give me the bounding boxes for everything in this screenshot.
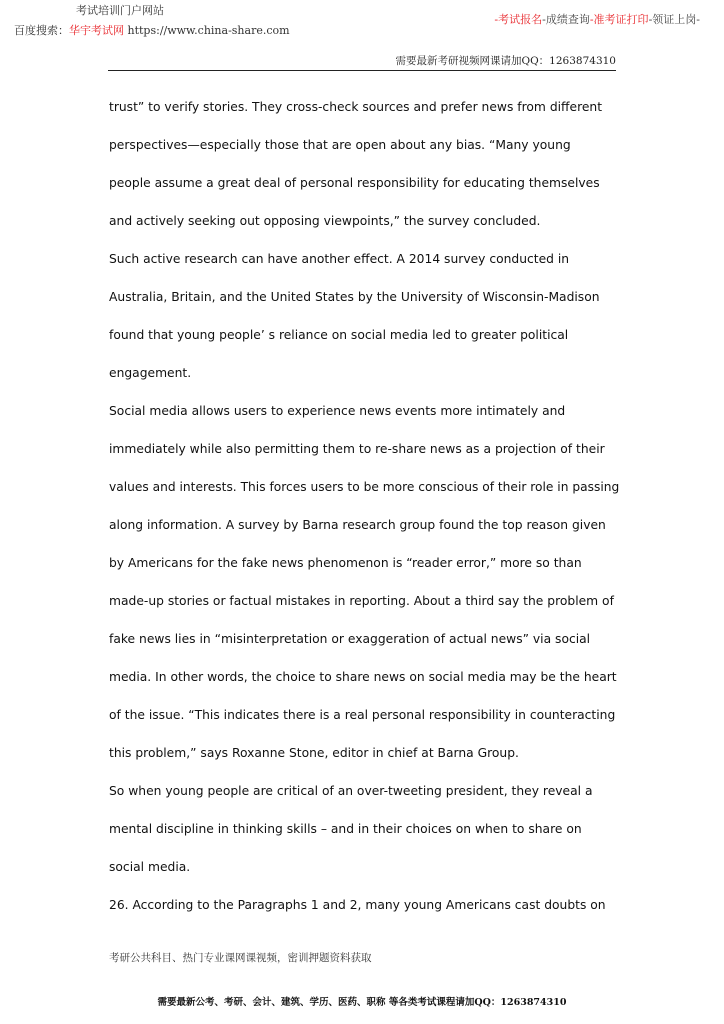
text-line: this problem,” says Roxanne Stone, editor in chief at Barna Group. [109, 746, 519, 760]
text-line: and actively seeking out opposing viewpoints,” the survey concluded. [109, 214, 541, 228]
text-line: media. In other words, the choice to share news on social media may be the heart [109, 670, 617, 684]
header-search-line [14, 22, 290, 38]
text-line: found that young people’ s reliance on social media led to greater political [109, 328, 569, 342]
link-admission-ticket[interactable]: -准考证打印 [589, 13, 649, 26]
text-line: social media. [109, 860, 191, 874]
search-url-link[interactable]: https://www.china-share.com [127, 24, 290, 37]
text-line: mental discipline in thinking skills – and in their choices on when to share on [109, 822, 582, 836]
footer-contact: 需要最新公考、考研、会计、建筑、学历、医药、职称 等各类考试课程请加QQ：1263874310 [157, 997, 567, 1008]
header-site-name: 考试培训门户网站 [76, 4, 164, 17]
document-body [109, 92, 619, 928]
question-line: 26. According to the Paragraphs 1 and 2, many young Americans cast doubts on [109, 898, 606, 912]
footer-note: 考研公共科目、热门专业课网课视频，密训押题资料获取 [109, 952, 372, 964]
text-line: So when young people are critical of an over-tweeting president, they reveal a [109, 784, 593, 798]
header-links [494, 11, 700, 27]
text-line: Such active research can have another effect. A 2014 survey conducted in [109, 252, 570, 266]
text-line: trust” to verify stories. They cross-check sources and prefer news from different [109, 100, 603, 114]
text-line: immediately while also permitting them to re-share news as a projection of their [109, 442, 605, 456]
text-line: people assume a great deal of personal responsibility for educating themselves [109, 176, 600, 190]
search-brand-link[interactable]: 华宇考试网 [69, 24, 124, 37]
text-line: made-up stories or factual mistakes in reporting. About a third say the problem of [109, 594, 614, 608]
link-certificate[interactable]: -领证上岗- [648, 13, 700, 26]
text-line: fake news lies in “misinterpretation or exaggeration of actual news” via social [109, 632, 591, 646]
header-divider [108, 70, 616, 71]
text-line: values and interests. This forces users to be more conscious of their role in passing [109, 480, 620, 494]
link-score-query[interactable]: -成绩查询 [542, 13, 590, 26]
link-exam-registration[interactable]: -考试报名 [494, 13, 543, 26]
text-line: by Americans for the fake news phenomenon is “reader error,” more so than [109, 556, 582, 570]
text-line: perspectives—especially those that are open about any bias. “Many young [109, 138, 571, 152]
header-qq-note: 需要最新考研视频网课请加QQ：1263874310 [395, 55, 616, 67]
text-line: along information. A survey by Barna research group found the top reason given [109, 518, 606, 532]
text-line: of the issue. “This indicates there is a real personal responsibility in counteracting [109, 708, 616, 722]
text-line: Australia, Britain, and the United States by the University of Wisconsin-Madison [109, 290, 600, 304]
search-prefix: 百度搜索： [14, 24, 69, 37]
text-line: Social media allows users to experience news events more intimately and [109, 404, 566, 418]
text-line: engagement. [109, 366, 192, 380]
